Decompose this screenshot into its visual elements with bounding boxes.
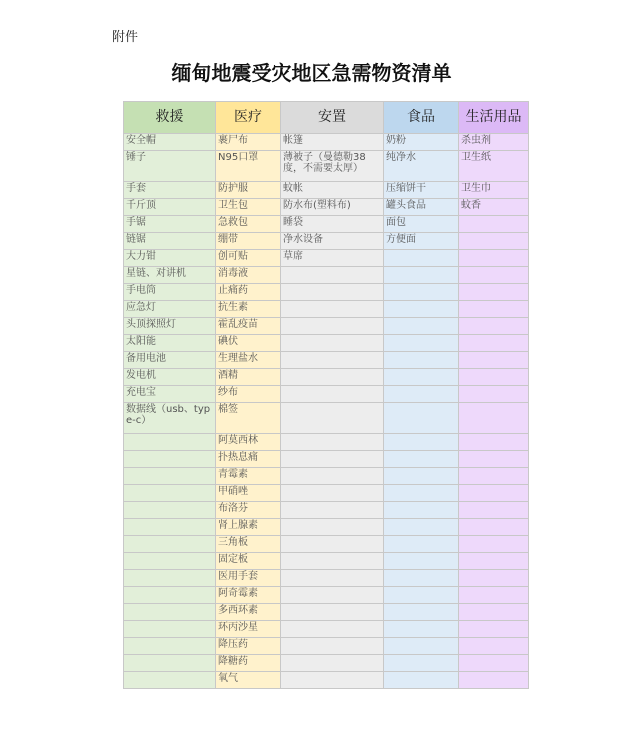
cell-shelter	[281, 451, 384, 468]
table-row	[124, 199, 529, 216]
cell-daily: 蚊香	[459, 199, 529, 216]
cell-medical: 阿莫西林	[216, 434, 281, 451]
table-row	[124, 570, 529, 587]
cell-daily	[459, 352, 529, 369]
cell-shelter	[281, 553, 384, 570]
table-row	[124, 352, 529, 369]
table-row	[124, 502, 529, 519]
cell-medical: 抗生素	[216, 301, 281, 318]
cell-shelter	[281, 604, 384, 621]
cell-medical: 防护服	[216, 182, 281, 199]
cell-food	[384, 386, 459, 403]
cell-daily	[459, 553, 529, 570]
cell-rescue: 手套	[124, 182, 216, 199]
cell-daily	[459, 434, 529, 451]
header-food: 食品	[384, 102, 459, 134]
cell-shelter: 帐篷	[281, 134, 384, 151]
cell-medical: 碘伏	[216, 335, 281, 352]
cell-rescue	[124, 519, 216, 536]
cell-medical: 卫生包	[216, 199, 281, 216]
cell-shelter	[281, 502, 384, 519]
supplies-table	[123, 101, 529, 689]
document-title: 缅甸地震受灾地区急需物资清单	[171, 61, 452, 85]
cell-rescue: 头顶探照灯	[124, 318, 216, 335]
cell-shelter: 睡袋	[281, 216, 384, 233]
cell-medical: 止痛药	[216, 284, 281, 301]
cell-food	[384, 267, 459, 284]
cell-daily	[459, 604, 529, 621]
cell-medical: N95口罩	[216, 151, 281, 182]
cell-rescue	[124, 434, 216, 451]
cell-shelter	[281, 485, 384, 502]
cell-shelter	[281, 570, 384, 587]
cell-shelter: 草席	[281, 250, 384, 267]
cell-shelter	[281, 536, 384, 553]
cell-rescue: 星链、对讲机	[124, 267, 216, 284]
cell-shelter: 净水设备	[281, 233, 384, 250]
cell-food	[384, 570, 459, 587]
table-row	[124, 604, 529, 621]
cell-medical: 生理盐水	[216, 352, 281, 369]
cell-daily	[459, 519, 529, 536]
cell-daily	[459, 284, 529, 301]
table-row	[124, 335, 529, 352]
table-row	[124, 233, 529, 250]
cell-daily	[459, 502, 529, 519]
table-row	[124, 182, 529, 199]
cell-food	[384, 655, 459, 672]
cell-daily	[459, 216, 529, 233]
cell-rescue: 大力钳	[124, 250, 216, 267]
cell-daily	[459, 468, 529, 485]
cell-medical: 纱布	[216, 386, 281, 403]
cell-food: 奶粉	[384, 134, 459, 151]
table-row	[124, 553, 529, 570]
cell-medical: 甲硝唑	[216, 485, 281, 502]
cell-rescue: 手电筒	[124, 284, 216, 301]
table-row	[124, 318, 529, 335]
cell-daily	[459, 638, 529, 655]
cell-medical: 创可贴	[216, 250, 281, 267]
cell-daily	[459, 318, 529, 335]
table-row	[124, 134, 529, 151]
cell-rescue	[124, 485, 216, 502]
cell-shelter	[281, 638, 384, 655]
cell-medical: 固定板	[216, 553, 281, 570]
table-row	[124, 451, 529, 468]
table-row	[124, 468, 529, 485]
cell-rescue	[124, 536, 216, 553]
cell-rescue	[124, 553, 216, 570]
cell-daily	[459, 536, 529, 553]
cell-rescue	[124, 451, 216, 468]
cell-food	[384, 672, 459, 689]
cell-daily	[459, 250, 529, 267]
cell-daily	[459, 587, 529, 604]
cell-daily	[459, 672, 529, 689]
table-row	[124, 250, 529, 267]
cell-daily	[459, 621, 529, 638]
cell-rescue	[124, 621, 216, 638]
cell-medical: 裹尸布	[216, 134, 281, 151]
cell-rescue	[124, 655, 216, 672]
cell-food: 面包	[384, 216, 459, 233]
cell-shelter: 蚊帐	[281, 182, 384, 199]
header-medical: 医疗	[216, 102, 281, 134]
cell-rescue	[124, 587, 216, 604]
cell-rescue	[124, 468, 216, 485]
cell-daily: 杀虫剂	[459, 134, 529, 151]
cell-daily	[459, 267, 529, 284]
cell-food	[384, 451, 459, 468]
cell-shelter: 防水布(塑料布)	[281, 199, 384, 216]
cell-shelter	[281, 403, 384, 434]
cell-daily	[459, 655, 529, 672]
cell-food: 纯净水	[384, 151, 459, 182]
cell-medical: 降压药	[216, 638, 281, 655]
table-row	[124, 587, 529, 604]
cell-food	[384, 352, 459, 369]
cell-shelter	[281, 369, 384, 386]
cell-rescue	[124, 502, 216, 519]
cell-food	[384, 553, 459, 570]
cell-food	[384, 468, 459, 485]
cell-shelter	[281, 301, 384, 318]
cell-medical: 多西环素	[216, 604, 281, 621]
cell-food: 罐头食品	[384, 199, 459, 216]
cell-shelter	[281, 386, 384, 403]
table-row	[124, 301, 529, 318]
cell-daily: 卫生纸	[459, 151, 529, 182]
cell-food: 压缩饼干	[384, 182, 459, 199]
cell-rescue	[124, 638, 216, 655]
table-row	[124, 386, 529, 403]
cell-daily	[459, 233, 529, 250]
cell-daily	[459, 570, 529, 587]
cell-shelter	[281, 655, 384, 672]
cell-food	[384, 250, 459, 267]
cell-daily	[459, 485, 529, 502]
cell-food	[384, 587, 459, 604]
cell-daily	[459, 335, 529, 352]
cell-shelter	[281, 621, 384, 638]
cell-rescue: 应急灯	[124, 301, 216, 318]
cell-medical: 扑热息痛	[216, 451, 281, 468]
cell-food	[384, 519, 459, 536]
cell-food	[384, 301, 459, 318]
cell-medical: 肾上腺素	[216, 519, 281, 536]
table-row	[124, 536, 529, 553]
cell-food	[384, 434, 459, 451]
cell-medical: 急救包	[216, 216, 281, 233]
cell-rescue: 千斤顶	[124, 199, 216, 216]
cell-food	[384, 502, 459, 519]
cell-rescue: 锤子	[124, 151, 216, 182]
cell-medical: 消毒液	[216, 267, 281, 284]
cell-medical: 霍乱疫苗	[216, 318, 281, 335]
table-row	[124, 216, 529, 233]
cell-medical: 三角板	[216, 536, 281, 553]
table-row	[124, 672, 529, 689]
cell-daily	[459, 301, 529, 318]
cell-shelter	[281, 335, 384, 352]
cell-food	[384, 638, 459, 655]
cell-daily: 卫生巾	[459, 182, 529, 199]
table-row	[124, 284, 529, 301]
attachment-label: 附件	[112, 30, 139, 45]
table-row	[124, 621, 529, 638]
cell-food	[384, 621, 459, 638]
cell-rescue: 链锯	[124, 233, 216, 250]
cell-medical: 酒精	[216, 369, 281, 386]
cell-medical: 青霉素	[216, 468, 281, 485]
cell-food	[384, 318, 459, 335]
cell-food	[384, 369, 459, 386]
cell-rescue: 备用电池	[124, 352, 216, 369]
cell-shelter	[281, 434, 384, 451]
cell-food: 方便面	[384, 233, 459, 250]
cell-food	[384, 604, 459, 621]
table-row	[124, 151, 529, 182]
cell-daily	[459, 403, 529, 434]
cell-shelter	[281, 519, 384, 536]
cell-shelter	[281, 267, 384, 284]
table-row	[124, 434, 529, 451]
header-daily-necessities: 生活用品	[459, 102, 529, 134]
table-row	[124, 267, 529, 284]
cell-rescue: 发电机	[124, 369, 216, 386]
cell-rescue: 手锯	[124, 216, 216, 233]
table-row	[124, 655, 529, 672]
cell-shelter	[281, 468, 384, 485]
cell-rescue: 太阳能	[124, 335, 216, 352]
cell-daily	[459, 369, 529, 386]
cell-rescue: 安全帽	[124, 134, 216, 151]
table-row	[124, 403, 529, 434]
table-row	[124, 638, 529, 655]
cell-rescue	[124, 672, 216, 689]
cell-rescue	[124, 570, 216, 587]
cell-food	[384, 403, 459, 434]
cell-food	[384, 284, 459, 301]
table-row	[124, 519, 529, 536]
cell-medical: 棉签	[216, 403, 281, 434]
table-row	[124, 485, 529, 502]
cell-shelter	[281, 587, 384, 604]
cell-rescue: 充电宝	[124, 386, 216, 403]
cell-shelter	[281, 284, 384, 301]
cell-shelter: 薄被子（曼德勒38度，不需要太厚）	[281, 151, 384, 182]
cell-medical: 阿奇霉素	[216, 587, 281, 604]
cell-food	[384, 335, 459, 352]
cell-daily	[459, 386, 529, 403]
table-body	[124, 134, 529, 689]
cell-medical: 氧气	[216, 672, 281, 689]
cell-food	[384, 485, 459, 502]
cell-daily	[459, 451, 529, 468]
cell-medical: 绷带	[216, 233, 281, 250]
cell-shelter	[281, 352, 384, 369]
cell-rescue	[124, 604, 216, 621]
cell-medical: 环丙沙星	[216, 621, 281, 638]
cell-medical: 降糖药	[216, 655, 281, 672]
table-header	[124, 102, 529, 134]
cell-medical: 布洛芬	[216, 502, 281, 519]
header-shelter: 安置	[281, 102, 384, 134]
cell-medical: 医用手套	[216, 570, 281, 587]
cell-rescue: 数据线（usb、type-c）	[124, 403, 216, 434]
header-row	[124, 102, 529, 134]
header-rescue: 救援	[124, 102, 216, 134]
cell-food	[384, 536, 459, 553]
cell-shelter	[281, 672, 384, 689]
cell-shelter	[281, 318, 384, 335]
table-row	[124, 369, 529, 386]
